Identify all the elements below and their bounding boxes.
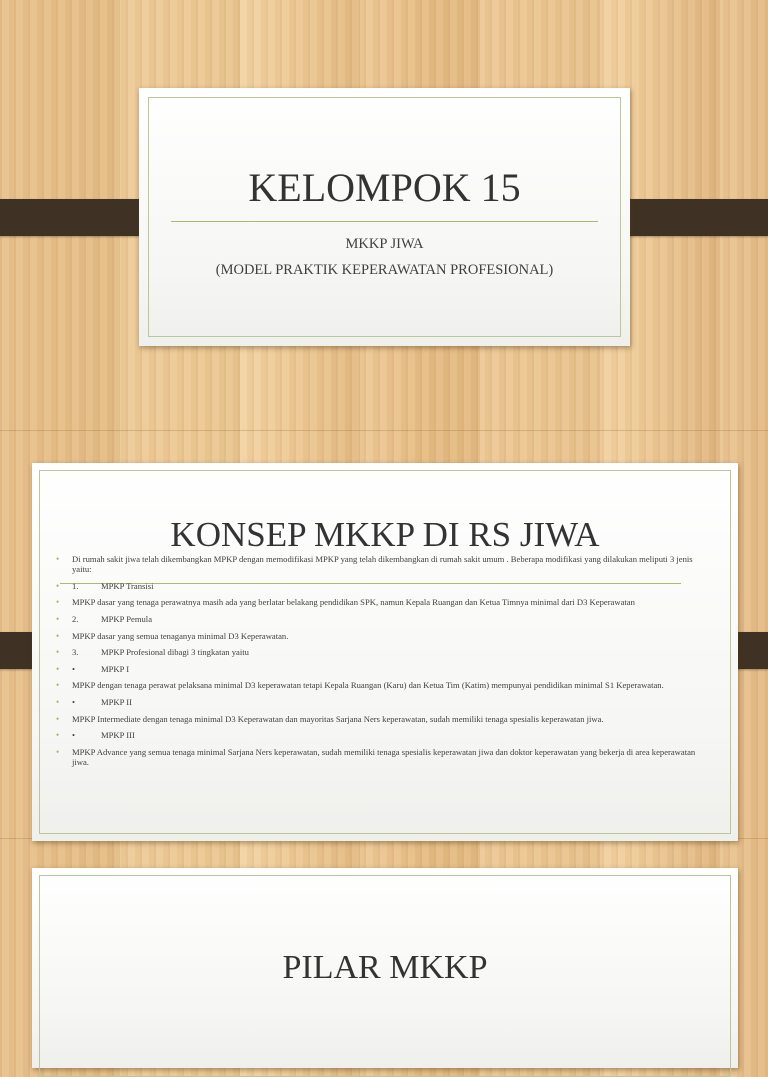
slide-subtitle-line-1: MKKP JIWA (345, 236, 424, 252)
bullet-text: MPKP dasar yang tenaga perawatnya masih ada yang berlatar belakang pendidikan SPK, namun Kepala Ruangan dan Ketua Timnya minimal dari D3 Keperawatan (72, 597, 635, 608)
bullet-icon: • (56, 663, 60, 674)
bullet-icon: • (56, 746, 60, 757)
bullet-icon: • (56, 696, 60, 707)
slide-frame (148, 97, 621, 337)
bullet-icon: • (56, 580, 60, 591)
list-number: 1. (72, 580, 79, 591)
bullet-item (56, 614, 706, 624)
bullet-text: MPKP Profesional dibagi 3 tingkatan yaitu (101, 647, 249, 658)
bullet-icon: • (56, 613, 60, 624)
list-number: • (72, 696, 76, 707)
bullet-list (56, 554, 706, 774)
slide-title: PILAR MKKP (282, 949, 488, 986)
bullet-icon: • (56, 647, 60, 658)
list-number: • (72, 730, 76, 741)
slide-title: KONSEP MKKP DI RS JIWA (170, 515, 600, 554)
list-number: • (72, 663, 76, 674)
bullet-item (56, 680, 706, 690)
slide-subtitle-line-2: (MODEL PRAKTIK KEPERAWATAN PROFESIONAL) (215, 262, 554, 278)
bullet-item (56, 581, 706, 591)
list-number: 3. (72, 647, 79, 658)
bullet-item (56, 730, 706, 740)
bullet-text: MPKP I (101, 663, 130, 674)
bullet-text: MPKP II (101, 696, 132, 707)
bullet-text: MPKP Pemula (101, 613, 153, 624)
list-number: 2. (72, 613, 79, 624)
bullet-item (56, 647, 706, 657)
bullet-icon: • (56, 554, 60, 564)
bullet-icon: • (56, 680, 60, 691)
bullet-icon: • (56, 730, 60, 741)
bullet-item (56, 664, 706, 674)
bullet-text: MPKP III (101, 730, 135, 741)
decorative-bar-left (0, 199, 156, 236)
bullet-text: MPKP dasar yang semua tenaganya minimal D3 Keperawatan. (72, 630, 289, 641)
bullet-text: Di rumah sakit jiwa telah dikembangkan MPKP dengan memodifikasi MPKP yang telah dikembangkan di rumah sakit umum . Beberapa modifikasi yang dilakukan meliputi 3 jenis yaitu: (72, 554, 693, 575)
bullet-item (56, 747, 706, 767)
bullet-icon: • (56, 713, 60, 724)
bullet-item (56, 631, 706, 641)
slide-3[interactable] (32, 868, 738, 1068)
bullet-text: MPKP Advance yang semua tenaga minimal Sarjana Ners keperawatan, sudah memiliki tenaga spesialis keperawatan jiwa dan doktor keperawatan yang bekerja di area keperawatan jiwa. (72, 746, 696, 767)
bullet-icon: • (56, 630, 60, 641)
title-divider (171, 221, 598, 222)
bullet-item (56, 714, 706, 724)
bullet-text: MPKP Transisi (101, 580, 154, 591)
bullet-text: MPKP Intermediate dengan tenaga minimal D3 Keperawatan dan mayoritas Sarjana Ners keperawatan, sudah memiliki tenaga spesialis keperawatan jiwa. (72, 713, 604, 724)
wood-seam (0, 430, 768, 431)
bullet-icon: • (56, 597, 60, 608)
decorative-bar-right (612, 199, 768, 236)
bullet-item (56, 697, 706, 707)
slide-1[interactable] (139, 88, 630, 346)
bullet-text: MPKP dengan tenaga perawat pelaksana minimal D3 keperawatan tetapi Kepala Ruangan (Karu) dan Ketua Tim (Katim) mempunyai pendidikan minimal S1 Keperawatan. (72, 680, 664, 691)
bullet-item (56, 597, 706, 607)
bullet-item (56, 554, 706, 574)
slide-title: KELOMPOK 15 (248, 165, 521, 210)
